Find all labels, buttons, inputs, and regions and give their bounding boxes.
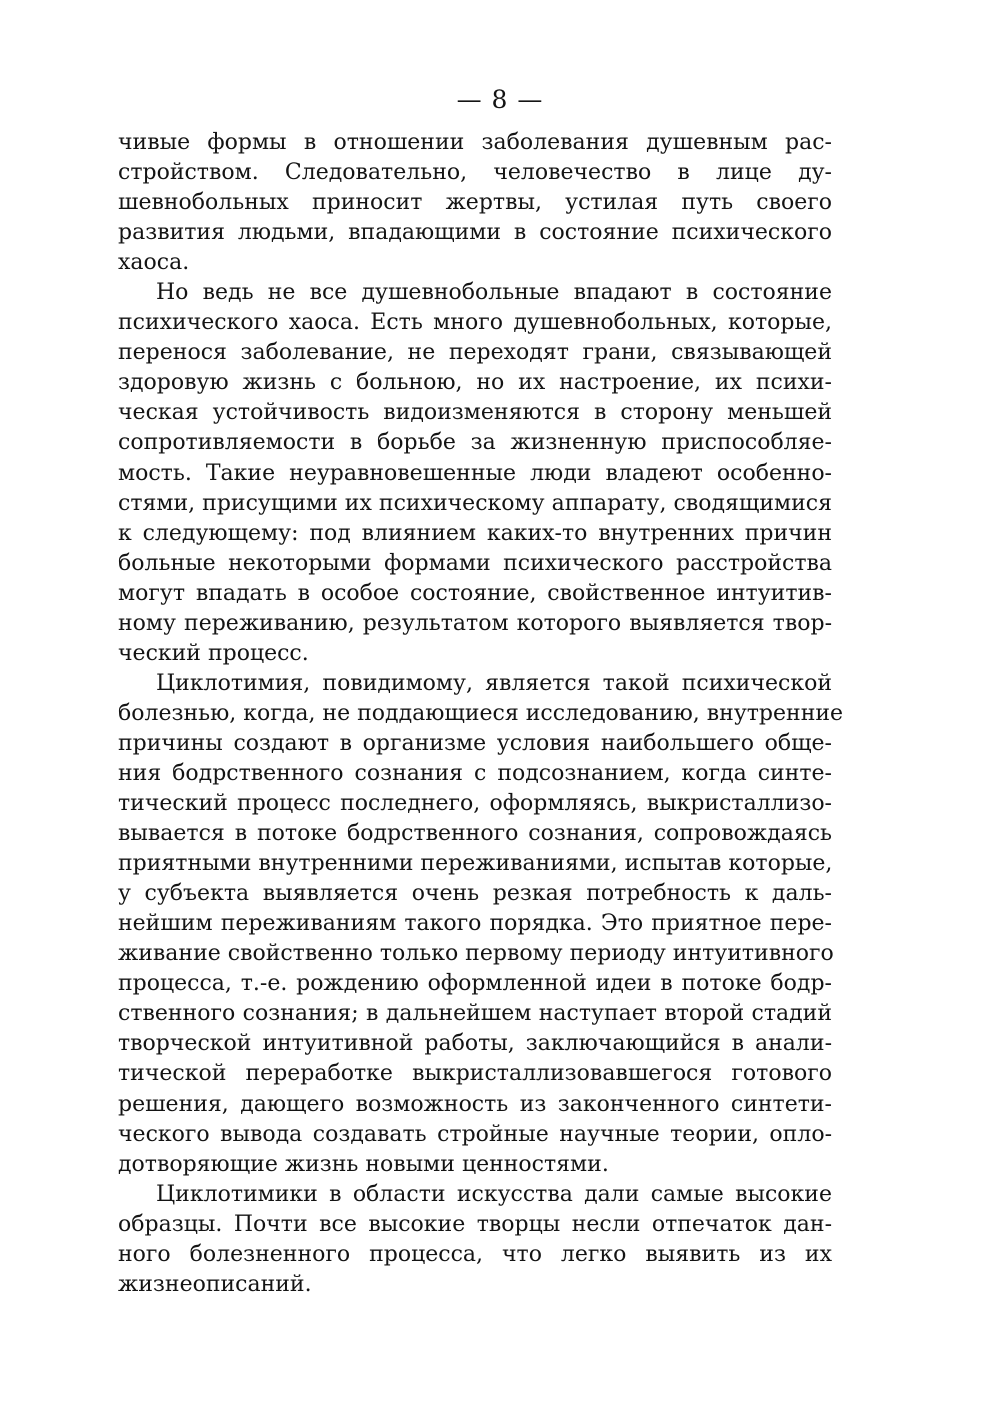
text-line: у субъекта выявляется очень резкая потребность к даль- [118,881,832,907]
text-line: сопротивляемости в борьбе за жизненную приспособляе- [118,430,832,456]
text-line: причины создают в организме условия наибольшего обще- [118,730,832,756]
text-line: перенося заболевание, не переходят грани, связывающей [118,340,832,366]
text-line: Циклотимики в области искусства дали самые высокие [156,1181,832,1207]
text-line: стройством. Следовательно, человечество в лице ду- [118,160,832,186]
text-line: образцы. Почти все высокие творцы несли отпечаток дан- [118,1211,832,1237]
body-text [118,128,844,1300]
text-line: ного болезненного процесса, что легко выявить из их [118,1241,832,1267]
text-line: шевнобольных приносит жертвы, устилая путь своего [118,190,832,216]
text-line: Но ведь не все душевнобольные впадают в состояние [156,280,832,306]
paragraph [118,278,832,669]
text-line: стями, присущими их психическому аппарату, сводящимися [118,490,832,516]
text-line: ческая устойчивость видоизменяются в сторону меньшей [118,400,832,426]
paragraph [118,1180,832,1300]
text-line: тический процесс последнего, оформляясь, выкристаллизо- [118,791,832,817]
text-line: творческой интуитивной работы, заключающийся в анали- [118,1031,832,1057]
text-line: развития людьми, впадающими в состояние психического [118,220,832,246]
text-line: дотворяющие жизнь новыми ценностями. [118,1151,609,1177]
text-line: психического хаоса. Есть много душевнобольных, которые, [118,310,832,336]
text-line: живание свойственно только первому периоду интуитивного [118,941,834,967]
text-line: здоровую жизнь с больною, но их настроение, их психи- [118,370,832,396]
text-line: болезнью, когда, не поддающиеся исследованию, внутренние [118,700,844,726]
text-line: хаоса. [118,250,190,276]
text-line: мость. Такие неуравновешенные люди владеют особенно- [118,460,832,486]
text-line: нейшим переживаниям такого порядка. Это приятное пере- [118,911,832,937]
text-line: процесса, т.-е. рождению оформленной идеи в потоке бодр- [118,971,832,997]
text-line: приятными внутренними переживаниями, испытав которые, [118,851,833,877]
text-line: ственного сознания; в дальнейшем наступает второй стадий [118,1001,832,1027]
text-line: чивые формы в отношении заболевания душевным рас- [118,130,832,155]
text-line: ния бодрственного сознания с подсознанием, когда синте- [118,760,832,786]
text-line: Циклотимия, повидимому, является такой психической [156,670,832,696]
text-line: могут впадать в особое состояние, свойственное интуитив- [118,580,832,606]
text-line: решения, дающего возможность из законченного синтети- [118,1091,832,1117]
paragraph [118,669,844,1180]
text-line: больные некоторыми формами психического расстройства [118,550,832,576]
text-line: тической переработке выкристаллизовавшегося готового [118,1061,832,1087]
page-number: — 8 — [456,85,544,114]
text-line: ческого вывода создавать стройные научные теории, опло- [118,1121,832,1147]
text-line: ному переживанию, результатом которого выявляется твор- [118,610,832,636]
text-line: к следующему: под влиянием каких-то внутренних причин [118,520,832,546]
text-line: вывается в потоке бодрственного сознания, сопровождаясь [118,821,832,847]
text-line: жизнеописаний. [118,1271,312,1297]
text-line: ческий процесс. [118,640,309,666]
paragraph [118,128,832,278]
